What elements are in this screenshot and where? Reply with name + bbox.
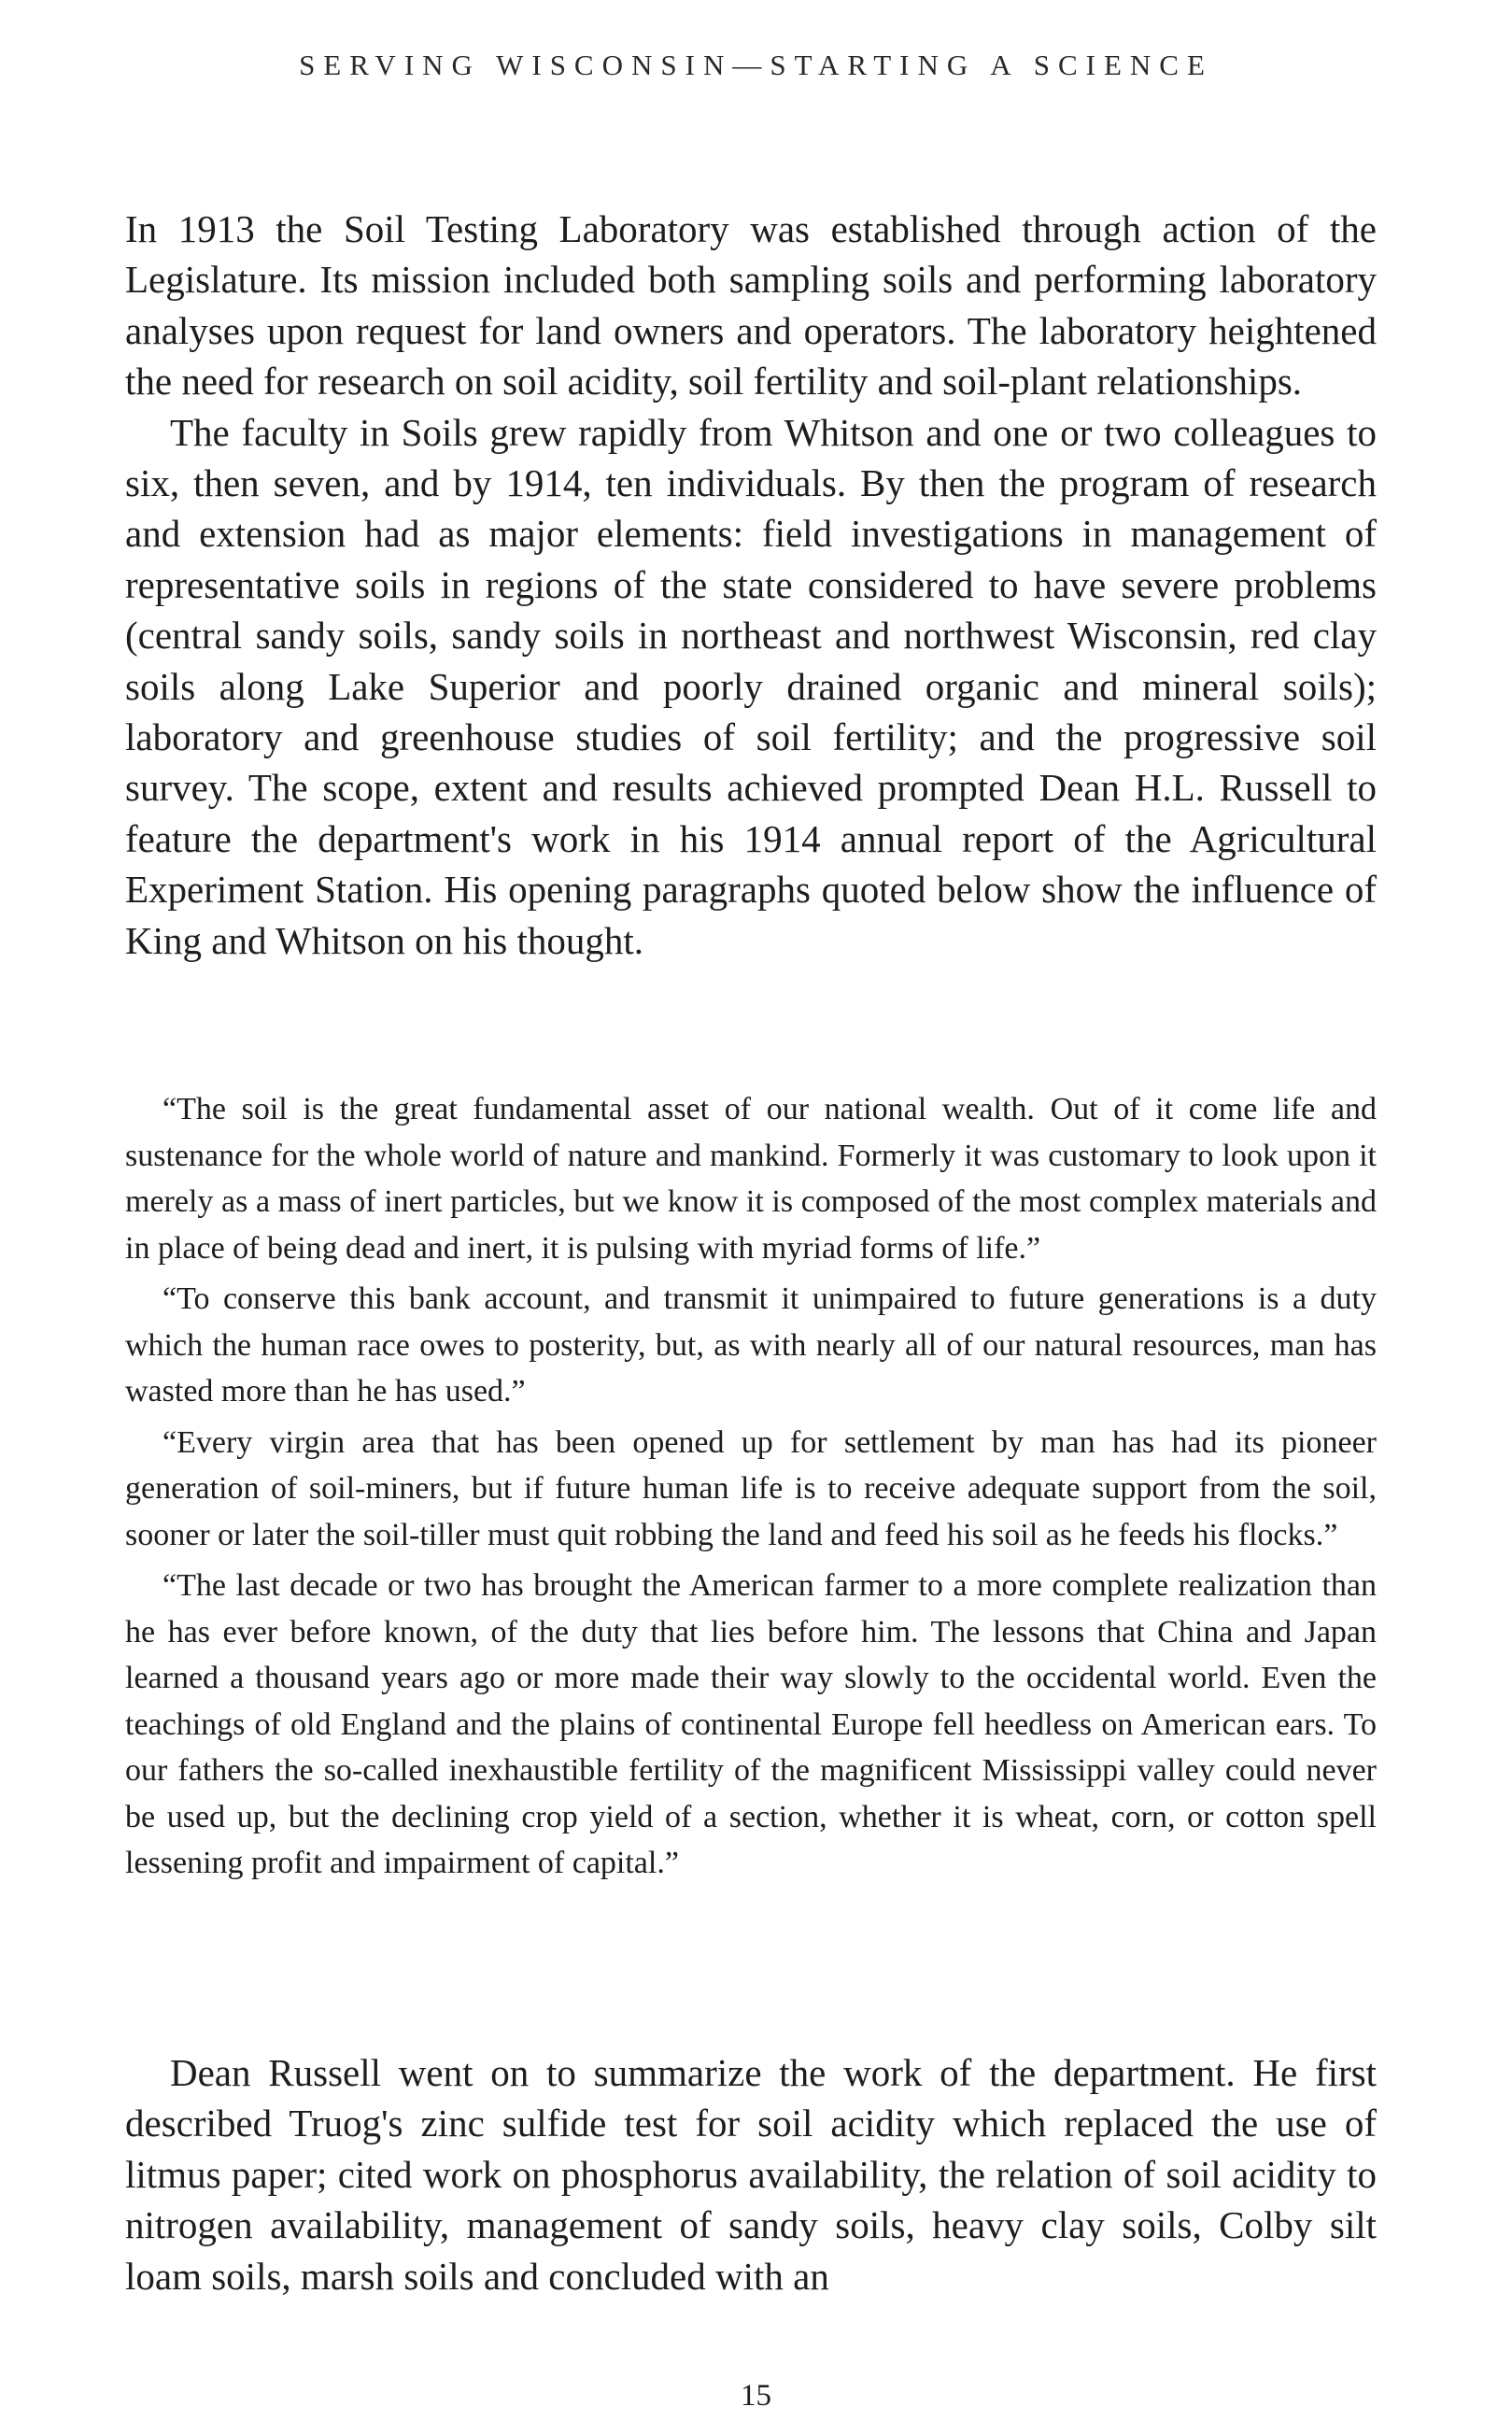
body-text [125, 204, 1377, 966]
quote-paragraph: “To conserve this bank account, and transmit it unimpaired to future generations is a duty which the human race owes to posterity, but, as with nearly all of our natural resources, man has wasted more than he has used.” [125, 1281, 1377, 1409]
page-number: 15 [741, 2379, 771, 2413]
quote-paragraph: “Every virgin area that has been opened up for settlement by man has had its pioneer generation of soil-miners, but if future human life is to receive adequate support from the soil, sooner or later the soil-tiller must quit robbing the land and feed his soil as he feeds his flocks.” [125, 1424, 1377, 1552]
running-head: SERVING WISCONSIN—STARTING A SCIENCE [299, 49, 1213, 81]
quote-paragraph: “The last decade or two has brought the American farmer to a more complete realization than he has ever before known, of the duty that lies before him. The lessons that China and Japan learned a thousand years ago or more made their way slowly to the occidental world. Even the teachings of old England and the plains of continental Europe fell heedless on American ears. To our fathers the so-called inexhaustible fertility of the magnificent Mississippi valley could never be used up, but the declining crop yield of a section, whether it is wheat, corn, or cotton spell lessening profit and impairment of capital.” [125, 1568, 1377, 1880]
closing-text [125, 2047, 1377, 2301]
quote-paragraph: “The soil is the great fundamental asset of our national wealth. Out of it come life and sustenance for the whole world of nature and mankind. Formerly it was customary to look upon it merely as a mass of inert particles, but we know it is composed of the most complex materials and in place of being dead and inert, it is pulsing with myriad forms of life.” [125, 1092, 1377, 1266]
block-quote [125, 1086, 1377, 1887]
body-paragraph: The faculty in Soils grew rapidly from Whitson and one or two colleagues to six, then seven, and by 1914, ten individuals. By then the program of research and extension had as major elements: field investigations in management of representative soils in regions of the state considered to have severe problems (central sandy soils, sandy soils in northeast and northwest Wisconsin, red clay soils along Lake Superior and poorly drained organic and mineral soils); laboratory and greenhouse studies of soil fertility; and the progressive soil survey. The scope, extent and results achieved prompted Dean H.L. Russell to feature the department's work in his 1914 annual report of the Agricultural Experiment Station. His opening paragraphs quoted below show the influence of King and Whitson on his thought. [125, 410, 1377, 962]
closing-paragraph: Dean Russell went on to summarize the work of the department. He first described Truog's zinc sulfide test for soil acidity which replaced the use of litmus paper; cited work on phosphorus availability, the relation of soil acidity to nitrogen availability, management of sandy soils, heavy clay soils, Colby silt loam soils, marsh soils and concluded with an [125, 2051, 1377, 2298]
body-paragraph: In 1913 the Soil Testing Laboratory was established through action of the Legislature. Its mission included both sampling soils and performing laboratory analyses upon request for land owners and operators. The laboratory heightened the need for research on soil acidity, soil fertility and soil-plant relationships. [125, 207, 1377, 403]
